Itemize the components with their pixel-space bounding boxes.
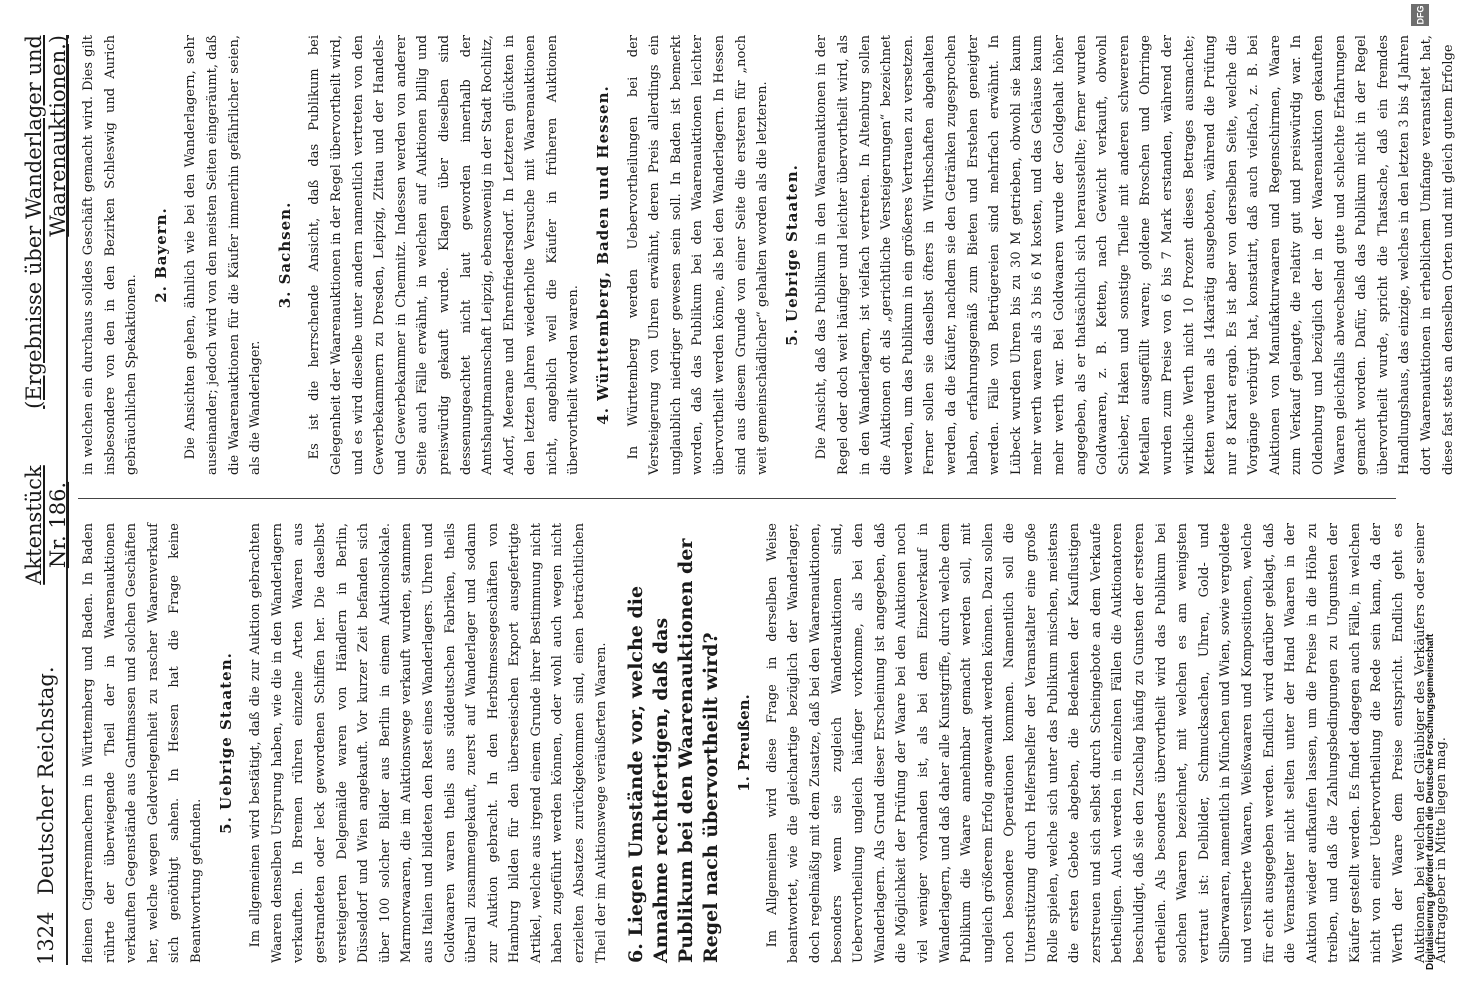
right-column: [78, 35, 1456, 475]
section-heading: 5. Uebrige Staaten.: [216, 652, 235, 834]
paragraph: Die Ansicht, daß das Publikum in den Waarenauktionen in der Regel oder doch weit häufiger und leichter übervortheilt wird, als in den Wanderlagern, ist vielfach vertreten. In Altenburg sollen die Auktionen oft als „gerichtliche Versteigerungen“ bezeichnet werden, um das Publikum in ein größeres Vertrauen zu versetzen. Ferner sollen sie daselbst öfters in Wirthschaften abgehalten werden, da die Käufer, nachdem sie den Getränken zugesprochen haben, erfahrungsgemäß zum Bieten und Erstehen geneigter werden. Fälle von Betrügereien sind mehrfach erwähnt. In Lübeck wurden Uhren bis zu 30 M getrieben, obwohl sie kaum mehr werth waren als 3 bis 6 M kosten, und das Gehäuse kaum mehr werth war. Bei Goldwaaren wurde der Goldgehalt höher angegeben, als er thatsächlich sich herausstellte; ferner wurden Goldwaaren, z. B. Ketten, nach Gewicht verkauft, obwohl Schieber, Haken und sonstige Theile mit anderen schwereren Metallen ausgefüllt waren; goldene Broschen und Ohrringe wurden zum Preise von 6 bis 7 Mark erstanden, während der wirkliche Werth nicht 10 Prozent dieses Betrages ausmachte; Ketten wurden als 14karätig ausgeboten, während die Prüfung nur 8 Karat ergab. Es ist aber von derselben Seite, welche die Vorgänge verbürgt hat, konstatirt, daß auch vielfach, z. B. bei Auktionen von Manufakturwaaren und Regenschirmen, Waare zum Verkauf gelangte, die relativ gut und preiswürdig war. In Oldenburg und bezüglich der in der Waarenauktion gekauften Waaren gleichfalls abwechselnd gute und schlechte Erfahrungen gemacht worden. Dafür, daß das Publikum nicht in der Regel übervortheilt wurde, spricht die Thatsache, daß ein fremdes Handlungshaus, das einzige, welches in den letzten 3 bis 4 Jahren dort Waarenauktionen in erheblichem Umfange veranstaltet hat, diese fast stets an denselben Orten und mit gleich gutem Erfolge: [814, 35, 1456, 475]
paragraph: Im allgemeinen wird bestätigt, daß die zur Auktion gebrachten Waaren denselben Ursprung haben, wie die in den Wanderlagern verkauften. In Bremen rühren einzelne Arten Waaren aus gestrandeten oder leck gewordenen Schiffen her. Die daselbst versteigerten Delgemälde waren von Händlern in Berlin, Düsseldorf und Wien angekauft. Vor kurzer Zeit befanden sich über 100 solcher Bilder aus Berlin in einem Auktionslokale. Marmorwaaren, die im Auktionswege verkauft wurden, stammen aus Italien und bildeten den Rest eines Wanderlagers. Uhren und Goldwaaren waren theils aus süddeutschen Fabriken, theils überall zusammengekauft, zuerst auf Wanderlager und sodann zur Auktion gebracht. In den Herbstmessegeschäften von Hamburg bilden für den überseeischen Export ausgefertigte Artikel, welche aus irgend einem Grunde ihrer Bestimmung nicht haben zugeführt werden können, oder wohl auch wegen nicht erzielten Absatzes zurückgekommen sind, einen beträchtlichen Theil der im Auktionswege veräußerten Waaren.: [248, 523, 609, 963]
page-number: 1324: [34, 911, 58, 965]
digitization-note-text: Digitalisierung gefördert durch die Deutsche Forschungsgemeinschaft: [1425, 633, 1436, 970]
header-center-title: Aktenstück Nr. 186.: [22, 465, 70, 585]
section-heading: 3. Sachsen.: [275, 201, 294, 309]
section-heading: 4. Württemberg, Baden und Hessen.: [594, 85, 613, 425]
paragraph: fleinen Cigarrenmachern in Württemberg und Baden. In Baden rührte der überwiegende Theil der in Waarenauktionen verkauften Gegenstände aus Gantmassen und solchen Geschäften her, welche wegen Geldverlegenheit zu rascher Waarenverkauf sich genöthigt sahen. In Hessen hat die Frage keine Beantwortung gefunden.: [81, 523, 204, 963]
header-right-title: (Ergebnisse über Wanderlager und Waarenauktionen.): [22, 35, 70, 409]
paragraph: Die Ansichten gehen, ähnlich wie bei den Wanderlagern, sehr auseinander; jedoch wird von den meisten Seiten eingeräumt, daß die Waarenauktionen für die Käufer immerhin gefährlicher seien, als die Wanderlager.: [183, 35, 264, 475]
dfg-logo-text: DFG: [1415, 5, 1425, 25]
section-heading: 2. Bayern.: [151, 207, 170, 303]
column-divider: [78, 498, 1396, 499]
question-heading: 6. Liegen Umstände vor, welche die Annahme rechtfertigen, daß das Publikum bei den Waarenauktionen der Regel nach übervortheilt wird?: [625, 538, 723, 963]
paragraph: in welchen ein durchaus solides Geschäft gemacht wird. Dies gilt insbesondere von den in den Bezirken Schleswig und Aurich gebräuchlichen Spekaktionen.: [81, 35, 140, 475]
header-left-title: Deutscher Reichstag.: [34, 666, 58, 895]
paragraph: Es ist die herrschende Ansicht, daß das Publikum bei Gelegenheit der Waarenauktionen in der Regel übervortheilt wird, und es wird dieselbe unter andern namentlich vertreten von den Gewerbekammern zu Dresden, Leipzig, Zittau und der Handels- und Gewerbekammer in Chemnitz. Indessen werden von anderer Seite auch Fälle erwähnt, in welchen auf Auktionen billig und preiswürdig gekauft wurde. Klagen über dieselben sind dessenungeachtet nicht laut geworden innerhalb der Amtshauptmannschaft Leipzig, ebensowenig in der Stadt Rochlitz, Adorf, Meerane und Ehrenfriedersdorf. In Letzteren glückten in den letzten Jahren wiederholte Versuche mit Waarenauktionen nicht, angeblich weil die Käufer in früheren Auktionen übervortheilt worden waren.: [307, 35, 582, 475]
paragraph: In Württemberg werden Uebervortheilungen bei der Versteigerung von Uhren erwähnt, deren Preis allerdings ein unglaublich niedriger gewesen sein soll. In Baden ist bemerkt worden, daß das Publikum bei den Waarenauktionen leichter übervortheilt werden könne, als bei den Wanderlagern. In Hessen sind aus diesem Grunde von einer Seite die ersteren für „noch weit gemeinschädlicher“ gehalten worden als die letzteren.: [625, 35, 771, 475]
running-header: [22, 35, 70, 965]
section-heading: 1. Preußen.: [735, 694, 754, 792]
dfg-logo: [1411, 4, 1429, 26]
digitization-note: [1411, 30, 1436, 970]
paragraph: Im Allgemeinen wird diese Frage in derselben Weise beantwortet, wie die gleichartige bezüglich der Wanderlager, doch regelmäßig mit dem Zusatze, daß bei den Waarenauktionen, besonders wenn sie zugleich Wanderauktionen sind, Uebervortheilung ungleich häufiger vorkomme, als bei den Wanderlagern. Als Grund dieser Erscheinung ist angegeben, daß die Möglichkeit der Prüfung der Waare bei den Auktionen noch viel weniger vorhanden ist, als bei dem Einzelverkauf in Wanderlagern, und daß daher alle Kunstgriffe, durch welche dem Publikum die Waare annehmbar gemacht werden soll, mit ungleich größerem Erfolg angewandt werden können. Dazu sollen noch besondere Operationen kommen. Namentlich soll die Unterstützung durch Helfershelfer der Veranstalter eine große Rolle spielen, welche sich unter das Publikum mischen, meistens die ersten Gebote abgeben, die Bedenken der Kauflustigen zerstreuen und sich selbst durch Scheingebote an dem Verkaufe betheiligen. Auch werden in einzelnen Fällen die Auktionatoren beschuldigt, daß sie den Zuschlag häufig zu Gunsten der ersteren ertheilen. Als besonders übervortheilt wird das Publikum bei solchen Waaren bezeichnet, mit welchen es am wenigsten vertraut ist: Delbilder, Schmucksachen, Uhren, Gold- und Silberwaaren, namentlich in München und Wien, sowie vergoldete und versilberte Waaren, Weißwaaren und Kompositionen, welche für echt ausgegeben werden. Endlich wird darüber geklagt, daß die Veranstalter nicht selten unter der Hand Waaren in der Auktion wieder aufkaufen lassen, um die Preise in die Höhe zu treiben, und daß die Zahlungsbedingungen zu Ungunsten der Käufer gestellt werden. Es findet dagegen auch Fälle, in welchen nicht von einer Uebervortheilung die Rede sein kann, da der Werth der Waare dem Preise entspricht. Endlich geht es Auktionen, bei welchen der Gläubiger des Verkäufers oder seiner Auftraggeber in Mitte liegen mag.: [764, 523, 1450, 963]
section-heading: 5. Uebrige Staaten.: [782, 164, 801, 346]
